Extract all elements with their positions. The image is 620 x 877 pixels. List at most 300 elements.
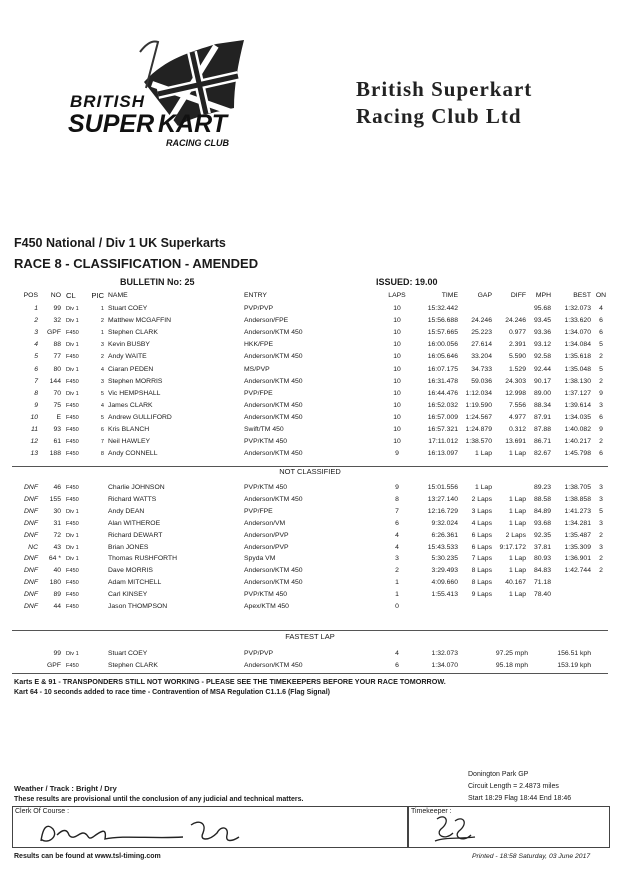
- cell-gap: 7 Laps: [471, 555, 492, 563]
- cell-diff: 1 Lap: [508, 450, 526, 458]
- cell-pos: 9: [34, 401, 38, 409]
- cell-entry: Anderson/KTM 450: [244, 377, 303, 385]
- cell-laps: 4: [395, 543, 399, 551]
- cell-pos: DNF: [24, 579, 38, 587]
- col-best: BEST: [573, 292, 591, 299]
- cell-laps: 10: [393, 438, 401, 446]
- col-laps: LAPS: [388, 292, 406, 299]
- cell-no: GPF: [47, 329, 61, 337]
- cell-entry: Swift/TM 450: [244, 426, 284, 433]
- cell-pos: 8: [34, 389, 38, 397]
- cell-best: 1:38.858: [564, 495, 591, 503]
- cell-time: 5:30.235: [431, 555, 458, 563]
- cell-entry: PVP/FPE: [244, 507, 273, 515]
- fastest-lap-row: [0, 660, 620, 672]
- printed-timestamp: Printed - 18:58 Saturday, 03 June 2017: [472, 853, 591, 860]
- cell-cl: Div 1: [66, 556, 79, 563]
- col-mph: MPH: [535, 292, 551, 299]
- cell-mph: 87.88: [533, 426, 551, 433]
- cell-gap: 27.614: [471, 341, 492, 349]
- cell-pos: DNF: [24, 603, 38, 610]
- cell-pic: 2: [100, 318, 104, 325]
- cell-entry: PVP/PVP: [244, 650, 274, 657]
- cell-mph: 95.18 mph: [495, 662, 528, 669]
- cell-gap: 25.223: [471, 329, 492, 337]
- note-transponders: Karts E & 91 - TRANSPONDERS STILL NOT WORKING - PLEASE SEE THE TIMEKEEPERS BEFORE YOUR RACE TOMORROW.: [14, 677, 446, 686]
- cell-mph: 89.23: [533, 484, 551, 491]
- table-row: [0, 448, 620, 460]
- separator-notes: [12, 673, 608, 674]
- cell-gap: 1:38.570: [465, 438, 492, 446]
- cell-laps: 1: [395, 579, 399, 587]
- cell-kph: 153.19 kph: [557, 662, 591, 669]
- table-row: [0, 589, 620, 601]
- cell-cl: F450: [66, 520, 79, 527]
- col-time: TIME: [441, 292, 458, 299]
- note-penalty: Kart 64 - 10 seconds added to race time - Contravention of MSA Regulation C1.1.6 (Flag Signal): [14, 689, 330, 696]
- race-title: RACE 8 - CLASSIFICATION - AMENDED: [14, 256, 259, 271]
- cell-name: Kris BLANCH: [108, 426, 150, 433]
- cell-time: 15:32.442: [427, 305, 458, 312]
- cell-laps: 2: [395, 567, 399, 575]
- cell-best: 1:45.798: [564, 450, 591, 458]
- cell-on: 5: [599, 365, 603, 373]
- col-cl: CL: [66, 291, 76, 300]
- cell-on: 6: [599, 450, 603, 458]
- cell-time: 3:29.493: [431, 567, 458, 575]
- cell-laps: 0: [395, 603, 399, 610]
- cell-best: 1:35.618: [564, 353, 591, 361]
- club-name: [356, 76, 532, 130]
- cell-gap: 6 Laps: [471, 531, 492, 539]
- cell-time: 16:05.646: [427, 353, 458, 361]
- cell-pic: 5: [100, 390, 104, 397]
- cell-laps: 9: [395, 484, 399, 491]
- cell-best: 1:34.084: [564, 341, 591, 349]
- cell-mph: 84.89: [533, 507, 551, 515]
- cell-diff: 24.246: [505, 317, 526, 325]
- table-row: [0, 601, 620, 613]
- cell-diff: 1 Lap: [508, 555, 526, 563]
- club-name-line2: Racing Club Ltd: [356, 104, 522, 128]
- cell-mph: 88.58: [533, 495, 551, 503]
- table-row: [0, 376, 620, 388]
- table-row: [0, 412, 620, 424]
- timekeeper-label: Timekeeper :: [411, 808, 452, 815]
- cell-diff: 24.303: [505, 377, 526, 385]
- cell-pic: 4: [100, 366, 104, 373]
- cell-laps: 10: [393, 341, 401, 349]
- cell-entry: Anderson/KTM 450: [244, 495, 303, 503]
- cell-name: Stephen MORRIS: [108, 377, 163, 385]
- cell-pic: 4: [100, 402, 104, 409]
- cell-gap: 34.733: [471, 365, 492, 373]
- cell-pos: 4: [34, 341, 38, 349]
- cell-cl: F450: [66, 402, 79, 409]
- col-gap: GAP: [477, 292, 492, 299]
- cell-entry: Spyda VM: [244, 555, 276, 563]
- weather-track: Weather / Track : Bright / Dry: [14, 784, 117, 793]
- cell-on: 3: [599, 495, 603, 503]
- col-on: ON: [595, 292, 607, 299]
- cell-diff: 13.691: [505, 438, 526, 446]
- cell-cl: F450: [66, 439, 79, 446]
- cell-time: 1:55.413: [431, 591, 458, 599]
- cell-no: 64 *: [48, 555, 61, 563]
- issued-time: ISSUED: 19.00: [376, 277, 438, 287]
- table-row: [0, 542, 620, 554]
- cell-pos: DNF: [24, 519, 38, 527]
- col-pos: POS: [23, 292, 38, 299]
- table-row: [0, 400, 620, 412]
- cell-cl: F450: [66, 378, 79, 385]
- cell-diff: 2 Laps: [505, 531, 526, 539]
- cell-mph: 86.71: [533, 438, 551, 446]
- cell-laps: 10: [393, 353, 401, 361]
- cell-gap: 9 Laps: [471, 591, 492, 599]
- cell-best: 1:35.309: [564, 543, 591, 551]
- cell-pic: 3: [100, 342, 104, 349]
- cell-entry: PVP/KTM 450: [244, 438, 288, 446]
- cell-laps: 6: [395, 519, 399, 527]
- cell-name: Andy CONNELL: [108, 450, 158, 458]
- cell-entry: Apex/KTM 450: [244, 603, 289, 610]
- cell-best: 1:34.281: [564, 519, 591, 527]
- cell-best: 1:37.127: [564, 389, 591, 397]
- cell-pic: 8: [100, 451, 104, 458]
- cell-pos: 5: [34, 353, 38, 361]
- table-row: [0, 553, 620, 565]
- cell-laps: 9: [395, 450, 399, 458]
- cell-no: 46: [53, 484, 61, 491]
- cell-time: 15:57.665: [427, 329, 458, 337]
- cell-laps: 10: [393, 389, 401, 397]
- cell-best: 1:38.130: [564, 377, 591, 385]
- cell-no: 188: [49, 450, 61, 458]
- cell-cl: Div 1: [66, 544, 79, 551]
- cell-best: 1:34.070: [564, 329, 591, 337]
- cell-on: 6: [599, 413, 603, 421]
- cell-on: 3: [599, 519, 603, 527]
- cell-time: 15:56.688: [427, 317, 458, 325]
- cell-gap: 1:12.034: [465, 389, 492, 397]
- cell-cl: Div 1: [66, 306, 79, 312]
- cell-gap: 1 Lap: [474, 484, 492, 491]
- cell-diff: 4.977: [508, 413, 526, 421]
- cell-cl: Div 1: [66, 366, 79, 373]
- cell-entry: Anderson/PVP: [244, 543, 289, 551]
- table-row: [0, 424, 620, 436]
- cell-best: 1:36.901: [564, 555, 591, 563]
- cell-gap: 33.204: [471, 353, 492, 361]
- cell-diff: 7.556: [508, 401, 526, 409]
- cell-time: 1:32.073: [431, 650, 458, 657]
- col-diff: DIFF: [510, 292, 526, 299]
- cell-on: 5: [599, 507, 603, 515]
- cell-name: Richard WATTS: [108, 495, 157, 503]
- cell-pic: 6: [100, 427, 104, 433]
- cell-entry: Anderson/FPE: [244, 317, 289, 325]
- cell-diff: 40.167: [505, 579, 526, 587]
- cell-name: Stephen CLARK: [108, 329, 158, 337]
- logo-line-kart: KART: [158, 110, 227, 138]
- cell-name: Neil HAWLEY: [108, 438, 151, 446]
- cell-best: 1:34.035: [564, 413, 591, 421]
- cell-entry: Anderson/PVP: [244, 531, 289, 539]
- cell-entry: Anderson/KTM 450: [244, 413, 303, 421]
- cell-time: 16:13.097: [427, 450, 458, 458]
- cell-mph: 82.67: [533, 450, 551, 458]
- cell-mph: 92.35: [533, 531, 551, 539]
- cell-on: 3: [599, 484, 603, 491]
- cell-name: Stephen CLARK: [108, 662, 158, 669]
- cell-time: 4:09.660: [431, 579, 458, 587]
- table-row: [0, 494, 620, 506]
- cell-name: Carl KINSEY: [108, 591, 148, 599]
- cell-name: Vic HEMPSHALL: [108, 389, 161, 397]
- bulletin-number: BULLETIN No: 25: [120, 277, 195, 287]
- table-row: [0, 565, 620, 577]
- cell-name: Matthew MCGAFFIN: [108, 317, 172, 325]
- cell-diff: 12.998: [505, 389, 526, 397]
- cell-laps: 10: [393, 365, 401, 373]
- cell-no: 70: [53, 389, 61, 397]
- cell-mph: 84.83: [533, 567, 551, 575]
- cell-no: GPF: [47, 662, 61, 669]
- cell-on: 9: [599, 426, 603, 433]
- table-row: [0, 530, 620, 542]
- cell-no: 99: [53, 650, 61, 657]
- logo-line-super: SUPER: [68, 110, 155, 138]
- cell-entry: PVP/PVP: [244, 305, 274, 312]
- cell-name: Richard DEWART: [108, 531, 163, 539]
- cell-name: Andy DEAN: [108, 507, 145, 515]
- cell-cl: F450: [66, 414, 79, 421]
- cell-mph: 87.91: [533, 413, 551, 421]
- cell-pos: 11: [30, 426, 38, 433]
- cell-laps: 10: [393, 377, 401, 385]
- cell-entry: Anderson/KTM 450: [244, 662, 303, 669]
- cell-name: Thomas RUSHFORTH: [108, 555, 177, 563]
- cell-diff: 1 Lap: [508, 495, 526, 503]
- cell-time: 16:57.321: [427, 426, 458, 433]
- cell-cl: F450: [66, 451, 79, 458]
- logo-line-racing-club: RACING CLUB: [166, 138, 229, 148]
- cell-cl: Div 1: [66, 342, 79, 349]
- cell-entry: Anderson/KTM 450: [244, 329, 303, 337]
- cell-pic: 5: [100, 414, 104, 421]
- cell-on: 2: [599, 438, 603, 446]
- provisional-notice: These results are provisional until the conclusion of any judicial and technical matters.: [14, 796, 304, 803]
- cell-gap: 1 Lap: [474, 450, 492, 458]
- cell-gap: 1:24.567: [465, 413, 492, 421]
- cell-best: 1:40.217: [564, 438, 591, 446]
- cell-entry: PVP/KTM 450: [244, 591, 288, 599]
- cell-on: 5: [599, 341, 603, 349]
- cell-cl: F450: [66, 354, 79, 361]
- clerk-signature: [33, 811, 253, 847]
- cell-name: Ciaran PEDEN: [108, 365, 154, 373]
- cell-cl: F450: [66, 496, 79, 503]
- club-name-line1: British Superkart: [356, 77, 533, 101]
- cell-on: 2: [599, 353, 603, 361]
- cell-pic: 1: [100, 306, 104, 312]
- cell-laps: 3: [395, 555, 399, 563]
- cell-name: Brian JONES: [108, 543, 149, 551]
- table-row: [0, 577, 620, 589]
- cell-time: 16:31.478: [427, 377, 458, 385]
- cell-entry: PVP/KTM 450: [244, 484, 288, 491]
- cell-laps: 10: [393, 426, 401, 433]
- cell-name: Kevin BUSBY: [108, 341, 150, 349]
- cell-no: 40: [53, 567, 61, 575]
- cell-pos: 13: [30, 450, 38, 458]
- cell-pos: 12: [30, 438, 38, 446]
- cell-pos: 10: [30, 413, 38, 421]
- cell-mph: 93.68: [533, 519, 551, 527]
- cell-time: 13:27.140: [427, 495, 458, 503]
- cell-entry: Anderson/VM: [244, 519, 286, 527]
- cell-name: Andy WAITE: [108, 353, 147, 361]
- cell-cl: Div 1: [66, 651, 79, 657]
- cell-best: 1:33.620: [564, 317, 591, 325]
- cell-best: 1:38.705: [564, 484, 591, 491]
- cell-no: 31: [53, 519, 61, 527]
- cell-cl: F450: [66, 604, 79, 610]
- cell-on: 3: [599, 543, 603, 551]
- cell-diff: 1 Lap: [508, 567, 526, 575]
- cell-pos: 3: [34, 329, 38, 337]
- cell-best: 1:35.048: [564, 365, 591, 373]
- cell-pos: DNF: [24, 591, 38, 599]
- col-pic: PIC: [91, 291, 104, 300]
- cell-best: 1:42.744: [564, 567, 591, 575]
- cell-best: 1:39.614: [564, 401, 591, 409]
- cell-gap: 59.036: [471, 377, 492, 385]
- cell-pos: 2: [34, 317, 38, 325]
- fastest-lap-heading: FASTEST LAP: [285, 632, 335, 641]
- cell-mph: 95.68: [533, 305, 551, 312]
- cell-no: 72: [53, 531, 61, 539]
- cell-cl: F450: [66, 663, 79, 669]
- cell-pic: 7: [100, 439, 104, 446]
- cell-entry: Anderson/KTM 450: [244, 353, 303, 361]
- cell-entry: Anderson/KTM 450: [244, 567, 303, 575]
- cell-name: Andrew GULLIFORD: [108, 413, 172, 421]
- fastest-lap-row: [0, 648, 620, 660]
- cell-gap: 3 Laps: [471, 507, 492, 515]
- cell-gap: 1:19.590: [465, 401, 492, 409]
- cell-cl: F450: [66, 427, 79, 433]
- cell-mph: 90.17: [533, 377, 551, 385]
- not-classified-heading: NOT CLASSIFIED: [279, 467, 341, 476]
- separator-fastest-lap: [12, 630, 608, 631]
- cell-name: Stuart COEY: [108, 305, 148, 312]
- cell-on: 2: [599, 555, 603, 563]
- cell-time: 17:11.012: [428, 438, 458, 446]
- cell-no: 61: [53, 438, 61, 446]
- cell-no: 75: [53, 401, 61, 409]
- clerk-of-course-label: Clerk Of Course :: [15, 808, 70, 815]
- cell-name: Alan WITHEROE: [108, 519, 161, 527]
- cell-on: 6: [599, 317, 603, 325]
- cell-gap: 6 Laps: [471, 543, 492, 551]
- cell-best: 1:41.273: [564, 507, 591, 515]
- cell-no: 88: [53, 341, 61, 349]
- cell-cl: F450: [66, 568, 79, 575]
- cell-time: 15:01.556: [427, 484, 458, 491]
- cell-pos: DNF: [24, 531, 38, 539]
- cell-diff: 0.977: [508, 329, 526, 337]
- results-url: Results can be found at www.tsl-timing.com: [14, 853, 161, 860]
- cell-on: 2: [599, 377, 603, 385]
- cell-best: 1:32.073: [564, 305, 591, 312]
- circuit-length: Circuit Length = 2.4873 miles: [468, 783, 559, 790]
- cell-name: Jason THOMPSON: [108, 603, 168, 610]
- cell-lap: 4: [395, 650, 399, 657]
- col-name: NAME: [108, 292, 128, 299]
- cell-gap: 2 Laps: [471, 495, 492, 503]
- cell-laps: 7: [395, 507, 399, 515]
- table-row: [0, 364, 620, 376]
- cell-mph: 93.45: [533, 317, 551, 325]
- cell-time: 16:52.032: [427, 401, 458, 409]
- table-row: [0, 518, 620, 530]
- cell-no: E: [56, 413, 61, 421]
- cell-name: Adam MITCHELL: [108, 579, 162, 587]
- cell-on: 3: [599, 401, 603, 409]
- cell-no: 43: [53, 543, 61, 551]
- cell-no: 89: [53, 591, 61, 599]
- circuit-name: Donington Park GP: [468, 771, 529, 778]
- cell-cl: F450: [66, 485, 79, 491]
- cell-time: 16:07.175: [427, 365, 458, 373]
- cell-time: 9:32.024: [431, 519, 458, 527]
- cell-diff: 0.312: [508, 426, 526, 433]
- cell-pos: 6: [34, 365, 38, 373]
- cell-time: 16:00.056: [427, 341, 458, 349]
- cell-pos: 7: [34, 377, 38, 385]
- table-row: [0, 351, 620, 363]
- cell-mph: 89.00: [533, 389, 551, 397]
- cell-gap: 4 Laps: [471, 519, 492, 527]
- cell-diff: 5.590: [508, 353, 526, 361]
- cell-pic: 2: [100, 354, 104, 361]
- club-logo: [66, 30, 256, 156]
- cell-on: 4: [599, 305, 603, 312]
- cell-diff: 2.391: [508, 341, 526, 349]
- cell-mph: 37.81: [533, 543, 551, 551]
- table-row: [0, 436, 620, 448]
- cell-cl: Div 1: [66, 532, 79, 539]
- cell-mph: 93.36: [533, 329, 551, 337]
- cell-kph: 156.51 kph: [557, 650, 591, 657]
- cell-gap: 1:24.879: [465, 426, 492, 433]
- cell-diff: 1 Lap: [508, 519, 526, 527]
- event-title: F450 National / Div 1 UK Superkarts: [14, 236, 226, 250]
- cell-gap: 8 Laps: [471, 567, 492, 575]
- cell-laps: 10: [393, 329, 401, 337]
- cell-mph: 92.44: [533, 365, 551, 373]
- timekeeper-box: [408, 806, 610, 848]
- cell-cl: Div 1: [66, 390, 79, 397]
- cell-laps: 10: [393, 305, 401, 312]
- cell-time: 16:44.476: [427, 389, 458, 397]
- timekeeper-signature: [431, 811, 491, 847]
- cell-best: 1:35.487: [564, 531, 591, 539]
- table-row: [0, 482, 620, 494]
- table-row: [0, 303, 620, 315]
